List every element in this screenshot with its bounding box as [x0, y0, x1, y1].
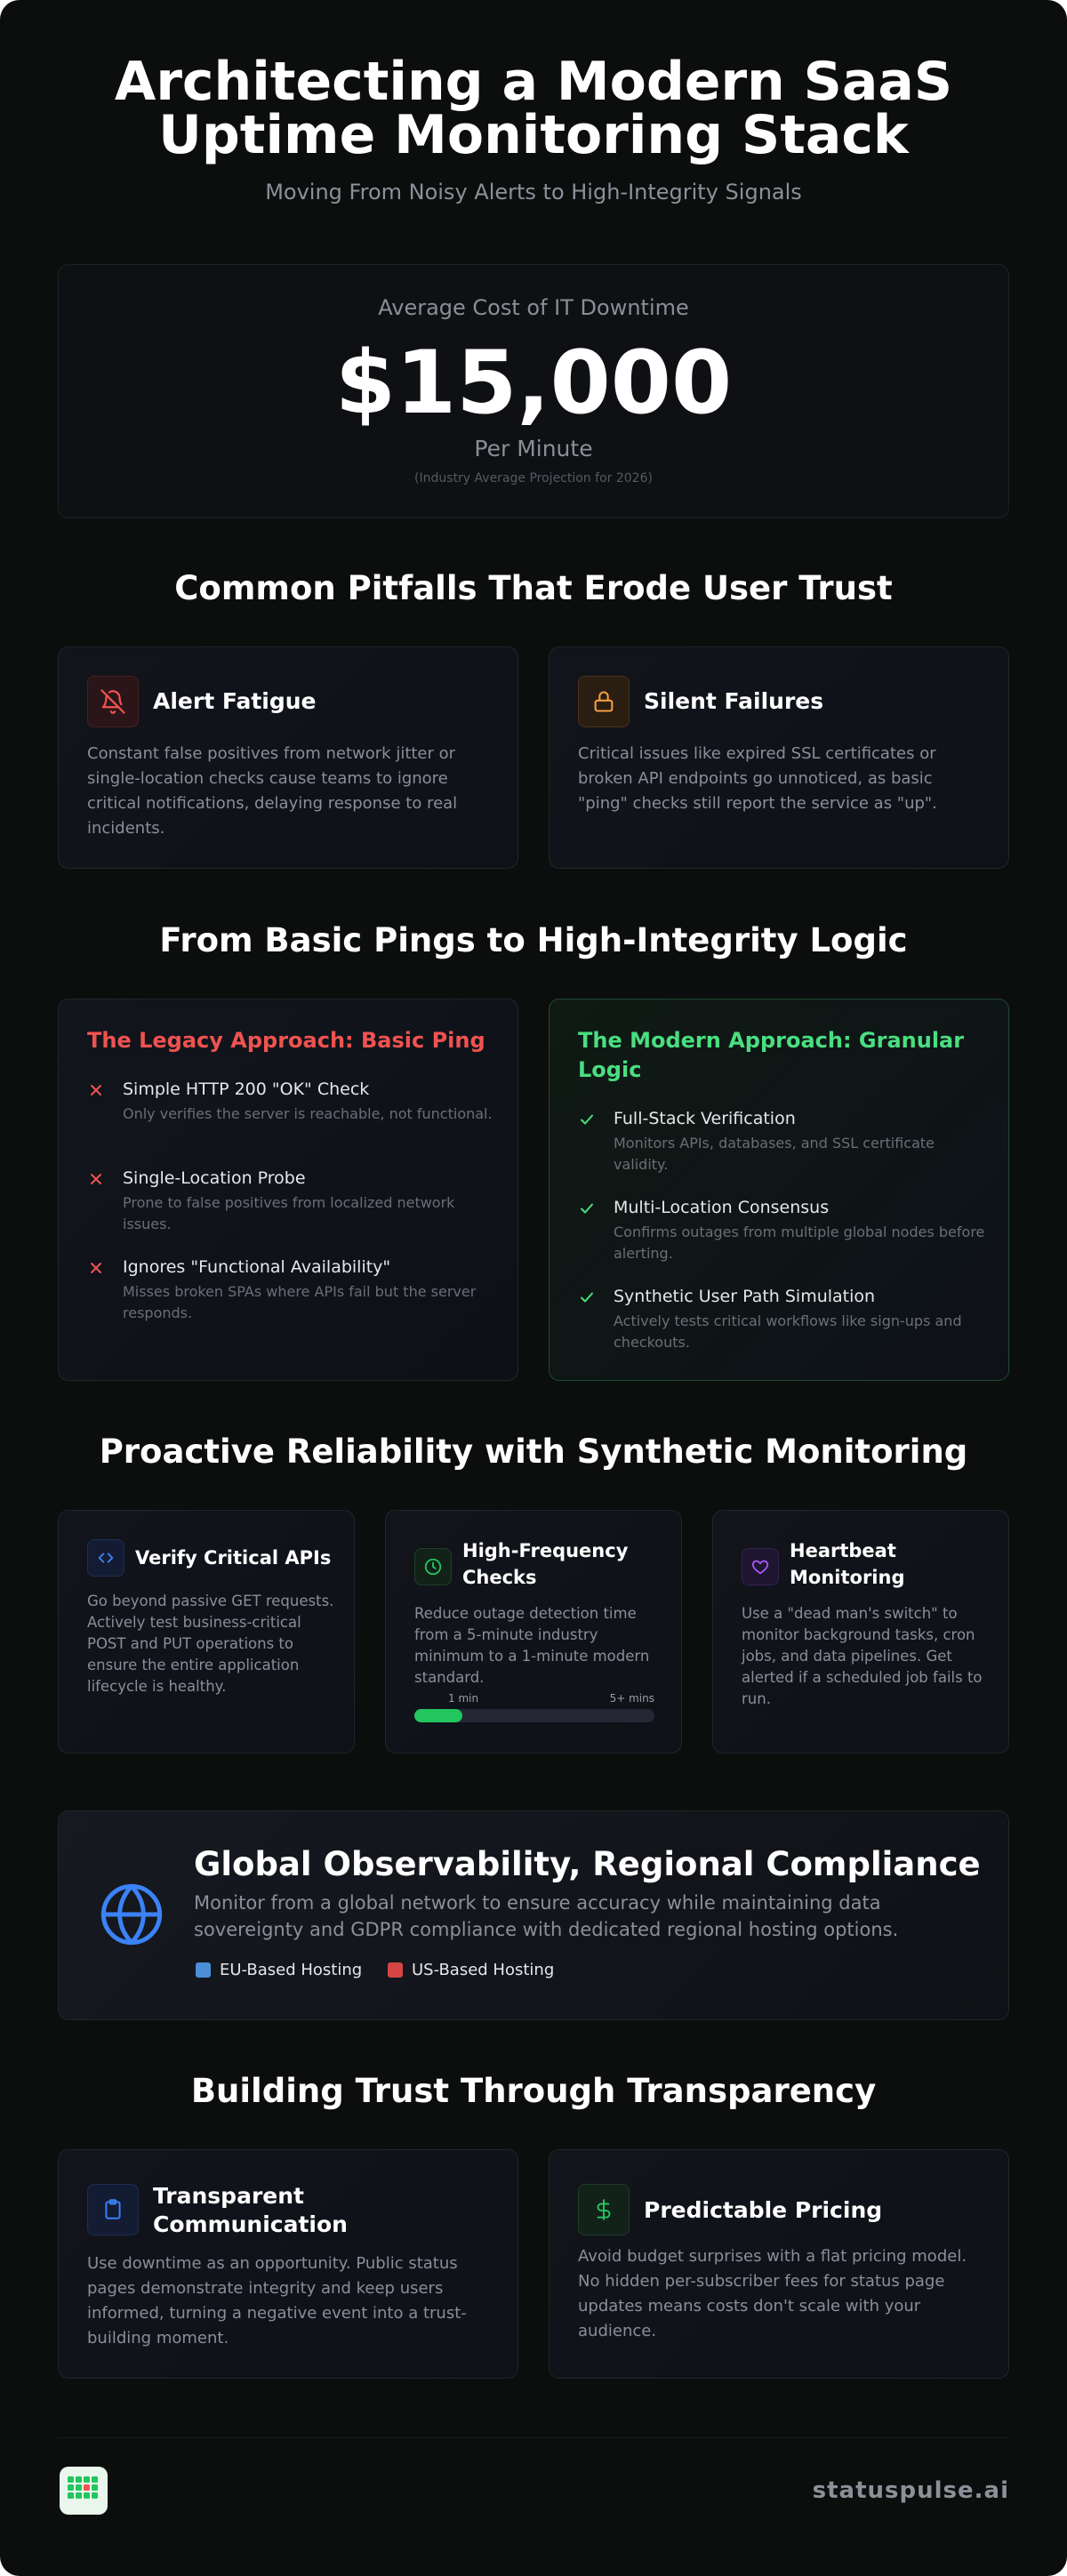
footer-divider: [58, 2437, 1009, 2438]
trust-title: Building Trust Through Transparency: [190, 2072, 877, 2110]
dollar-icon: [578, 2184, 630, 2235]
eu-flag-icon: [196, 1962, 211, 1978]
frequency-bar-fill: [414, 1709, 462, 1722]
card-text: Critical issues like expired SSL certificates or broken API endpoints go unnoticed, as basic "ping" checks still report the service as "up".: [578, 744, 937, 813]
alert-fatigue-card: [58, 646, 518, 869]
x-icon: [87, 1259, 105, 1277]
cost-label: Average Cost of IT Downtime: [378, 295, 689, 320]
eu-hosting-badge: [196, 1961, 362, 1979]
brand-name: statuspulse.ai: [812, 2477, 1009, 2504]
legacy-approach-card: [58, 999, 518, 1381]
predictable-pricing-card: [549, 2149, 1009, 2379]
approaches-title: From Basic Pings to High-Integrity Logic: [159, 921, 908, 959]
modern-approach-card: [549, 999, 1009, 1381]
bell-off-icon: [87, 676, 139, 727]
item-title: Ignores "Functional Availability": [123, 1257, 391, 1277]
pitfalls-title: Common Pitfalls That Erode User Trust: [174, 569, 893, 607]
hero-title: [0, 51, 1067, 166]
cost-value: $15,000: [334, 333, 733, 434]
verify-apis-card: [58, 1510, 355, 1753]
card-text: Avoid budget surprises with a flat pricing model. No hidden per-subscriber fees for status page updates means costs don't scale with your audience.: [578, 2247, 967, 2340]
x-icon: [87, 1081, 105, 1099]
us-flag-icon: [388, 1962, 403, 1978]
item-text: Prone to false positives from localized network issues.: [123, 1194, 455, 1232]
item-text: Monitors APIs, databases, and SSL certificate validity.: [614, 1135, 935, 1173]
card-title: Verify Critical APIs: [135, 1547, 332, 1569]
frequency-bar-track: [414, 1709, 654, 1722]
transparent-communication-card: [58, 2149, 518, 2379]
heartbeat-card: [712, 1510, 1009, 1753]
heart-icon: [742, 1548, 779, 1585]
cost-unit: Per Minute: [474, 436, 593, 461]
high-frequency-card: [385, 1510, 682, 1753]
item-title: Simple HTTP 200 "OK" Check: [123, 1079, 370, 1099]
check-icon: [578, 1200, 596, 1217]
card-title: Predictable Pricing: [644, 2197, 883, 2223]
item-title: Single-Location Probe: [123, 1168, 306, 1188]
legacy-title: The Legacy Approach: Basic Ping: [87, 1028, 485, 1053]
downtime-cost-card: [58, 264, 1009, 518]
hero-title-line2: Uptime Monitoring Stack: [158, 104, 909, 166]
eu-hosting-label: EU-Based Hosting: [220, 1961, 363, 1979]
global-text: Monitor from a global network to ensure accuracy while maintaining data sovereignty and GDPR compliance with dedicated regional hosting options.: [194, 1892, 899, 1940]
card-text: Reduce outage detection time from a 5-minute industry minimum to a 1-minute modern standard.: [414, 1605, 650, 1686]
item-title: Full-Stack Verification: [614, 1109, 796, 1128]
x-icon: [87, 1170, 105, 1188]
silent-failures-card: [549, 646, 1009, 869]
card-text: Constant false positives from network jitter or single-location checks cause teams to ignore critical notifications, delaying response to real incidents.: [87, 744, 458, 838]
card-title: High-Frequency Checks: [462, 1540, 629, 1588]
card-title: Alert Fatigue: [153, 688, 317, 714]
hero-subtitle: Moving From Noisy Alerts to High-Integrity Signals: [265, 180, 802, 205]
clock-icon: [414, 1548, 452, 1585]
modern-title: The Modern Approach: Granular Logic: [578, 1028, 965, 1082]
us-hosting-label: US-Based Hosting: [412, 1961, 555, 1979]
item-title: Multi-Location Consensus: [614, 1198, 830, 1217]
cost-note: (Industry Average Projection for 2026): [414, 471, 653, 486]
card-title: Silent Failures: [644, 688, 824, 714]
item-text: Only verifies the server is reachable, not functional.: [123, 1105, 493, 1122]
card-text: Use downtime as an opportunity. Public status pages demonstrate integrity and keep users informed, turning a negative event into a trust-building moment.: [87, 2254, 467, 2347]
lock-icon: [578, 676, 630, 727]
card-text: Use a "dead man's switch" to monitor background tasks, cron jobs, and data pipelines. Get alerted if a scheduled job fails to run.: [742, 1605, 983, 1707]
card-title: Heartbeat Monitoring: [790, 1540, 905, 1588]
card-text: Go beyond passive GET requests. Actively test business-critical POST and PUT operations to ensure the entire application lifecycle is healthy.: [87, 1593, 334, 1695]
bar-label-min: 1 min: [448, 1692, 479, 1705]
item-title: Synthetic User Path Simulation: [614, 1287, 876, 1306]
card-title: Transparent Communication: [153, 2183, 348, 2237]
synthetic-title: Proactive Reliability with Synthetic Monitoring: [99, 1432, 968, 1471]
globe-icon: [96, 1879, 167, 1950]
check-icon: [578, 1288, 596, 1306]
us-hosting-badge: [388, 1961, 554, 1979]
item-text: Misses broken SPAs where APIs fail but the server responds.: [123, 1283, 477, 1321]
grid-logo-icon: [60, 2467, 108, 2515]
bar-label-max: 5+ mins: [609, 1692, 654, 1705]
code-icon: [87, 1539, 124, 1577]
item-text: Actively tests critical workflows like sign-ups and checkouts.: [614, 1312, 962, 1351]
hero-title-line1: Architecting a Modern SaaS: [114, 51, 953, 113]
clipboard-icon: [87, 2184, 139, 2235]
global-observability-card: [58, 1810, 1009, 2020]
check-icon: [578, 1111, 596, 1128]
global-title: Global Observability, Regional Compliance: [194, 1845, 981, 1883]
item-text: Confirms outages from multiple global nodes before alerting.: [614, 1224, 985, 1262]
